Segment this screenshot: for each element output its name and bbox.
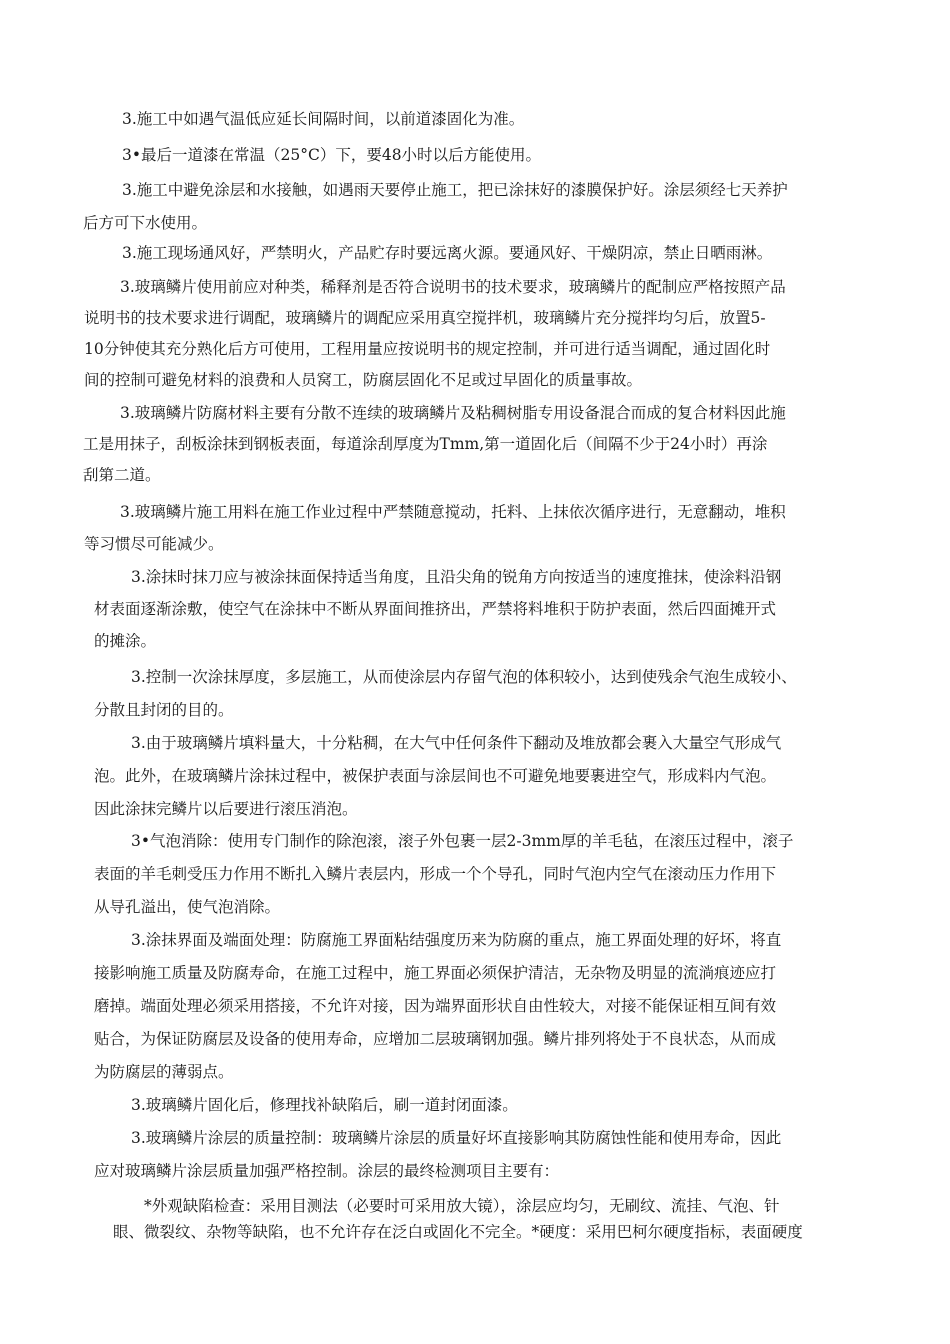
text-line: 等习惯尽可能减少。 xyxy=(84,535,224,553)
text-line: 3•最后一道漆在常温（25°C）下，要48小时以后方能使用。 xyxy=(122,146,542,164)
text-line: 为防腐层的薄弱点。 xyxy=(94,1063,234,1081)
text-line: 表面的羊毛刺受压力作用不断扎入鳞片表层内，形成一个个导孔，同时气泡内空气在滚动压力作用下 xyxy=(94,865,777,883)
text-line: 3.施工中如遇气温低应延长间隔时间，以前道漆固化为准。 xyxy=(122,110,525,128)
paragraph xyxy=(122,143,541,167)
text-line: 3.控制一次涂抹厚度，多层施工，从而使涂层内存留气泡的体积较小，达到使残余气泡生成较小、 xyxy=(131,668,797,686)
paragraph xyxy=(113,1194,803,1244)
text-line: 接影响施工质量及防腐寿命，在施工过程中，施工界面必须保护清洁，无杂物及明显的流淌痕迹应打 xyxy=(94,964,777,982)
text-line: 眼、微裂纹、杂物等缺陷，也不允许存在泛白或固化不完全。*硬度：采用巴柯尔硬度指标，表面硬度 xyxy=(113,1223,803,1241)
paragraph xyxy=(83,178,788,235)
text-line: 3.玻璃鳞片涂层的质量控制：玻璃鳞片涂层的质量好坏直接影响其防腐蚀性能和使用寿命，因此 xyxy=(131,1129,782,1147)
text-line: 分散且封闭的目的。 xyxy=(94,701,234,719)
paragraph xyxy=(122,107,524,131)
text-line: 说明书的技术要求进行调配，玻璃鳞片的调配应采用真空搅拌机，玻璃鳞片充分搅拌均匀后，放置5- xyxy=(84,309,766,327)
text-line: 3.玻璃鳞片固化后，修理找补缺陷后，刷一道封闭面漆。 xyxy=(131,1096,518,1114)
text-line: 后方可下水使用。 xyxy=(83,214,208,232)
paragraph xyxy=(94,731,782,821)
text-line: *外观缺陷检查：采用目测法（必要时可采用放大镜），涂层应均匀，无刷纹、流挂、气泡、针 xyxy=(144,1197,780,1215)
text-line: 3.涂抹时抹刀应与被涂抹面保持适当角度，且沿尖角的锐角方向按适当的速度推抹，使涂料沿钢 xyxy=(131,568,782,586)
paragraph xyxy=(84,275,786,392)
paragraph xyxy=(94,1126,782,1183)
text-line: 磨掉。端面处理必须采用搭接，不允许对接，因为端界面形状自由性较大，对接不能保证相互间有效 xyxy=(94,997,777,1015)
paragraph xyxy=(94,928,782,1084)
text-line: 3.涂抹界面及端面处理：防腐施工界面粘结强度历来为防腐的重点，施工界面处理的好坏，将直 xyxy=(131,931,782,949)
text-line: 3.由于玻璃鳞片填料量大，十分粘稠，在大气中任何条件下翻动及堆放都会裹入大量空气形成气 xyxy=(131,734,782,752)
text-line: 3.施工现场通风好，严禁明火，产品贮存时要远离火源。要通风好、干燥阴凉，禁止日晒雨淋。 xyxy=(122,244,773,262)
text-line: 间的控制可避免材料的浪费和人员窝工，防腐层固化不足或过早固化的质量事故。 xyxy=(84,371,643,389)
paragraph xyxy=(94,665,797,722)
paragraph xyxy=(83,401,786,487)
text-line: 刮第二道。 xyxy=(83,466,161,484)
text-line: 材表面逐渐涂敷，使空气在涂抹中不断从界面间推挤出，严禁将料堆积于防护表面，然后四面摊开式 xyxy=(94,600,777,618)
text-line: 10分钟使其充分熟化后方可使用，工程用量应按说明书的规定控制，并可进行适当调配，通过固化时 xyxy=(84,340,771,358)
text-line: 因此涂抹完鳞片以后要进行滚压消泡。 xyxy=(94,800,358,818)
text-line: 3.施工中避免涂层和水接触，如遇雨天要停止施工，把已涂抹好的漆膜保护好。涂层须经七天养护 xyxy=(122,181,788,199)
text-line: 3.玻璃鳞片施工用料在施工作业过程中严禁随意搅动，托料、上抹依次循序进行，无意翻动，堆积 xyxy=(120,503,786,521)
text-line: 3.玻璃鳞片防腐材料主要有分散不连续的玻璃鳞片及粘稠树脂专用设备混合而成的复合材料因此施 xyxy=(120,404,786,422)
text-line: 工是用抹子，刮板涂抹到钢板表面，每道涂刮厚度为Tmm,第一道固化后（间隔不少于24小时）再涂 xyxy=(83,435,768,453)
text-line: 的摊涂。 xyxy=(94,632,157,650)
text-line: 贴合，为保证防腐层及设备的使用寿命，应增加二层玻璃钢加强。鳞片排列将处于不良状态，从而成 xyxy=(94,1030,777,1048)
paragraph xyxy=(122,241,772,265)
text-line: 3•气泡消除：使用专门制作的除泡滚，滚子外包裹一层2-3mm厚的羊毛毡，在滚压过程中，滚子 xyxy=(131,832,794,850)
paragraph xyxy=(94,829,794,919)
text-line: 应对玻璃鳞片涂层质量加强严格控制。涂层的最终检测项目主要有： xyxy=(94,1162,560,1180)
text-line: 3.玻璃鳞片使用前应对种类，稀释剂是否符合说明书的技术要求，玻璃鳞片的配制应严格按照产品 xyxy=(120,278,786,296)
paragraph xyxy=(131,1093,518,1117)
paragraph xyxy=(94,565,782,653)
text-line: 从导孔溢出，使气泡消除。 xyxy=(94,898,281,916)
paragraph xyxy=(84,500,786,556)
text-line: 泡。此外，在玻璃鳞片涂抹过程中，被保护表面与涂层间也不可避免地要裹进空气，形成料内气泡。 xyxy=(94,767,777,785)
